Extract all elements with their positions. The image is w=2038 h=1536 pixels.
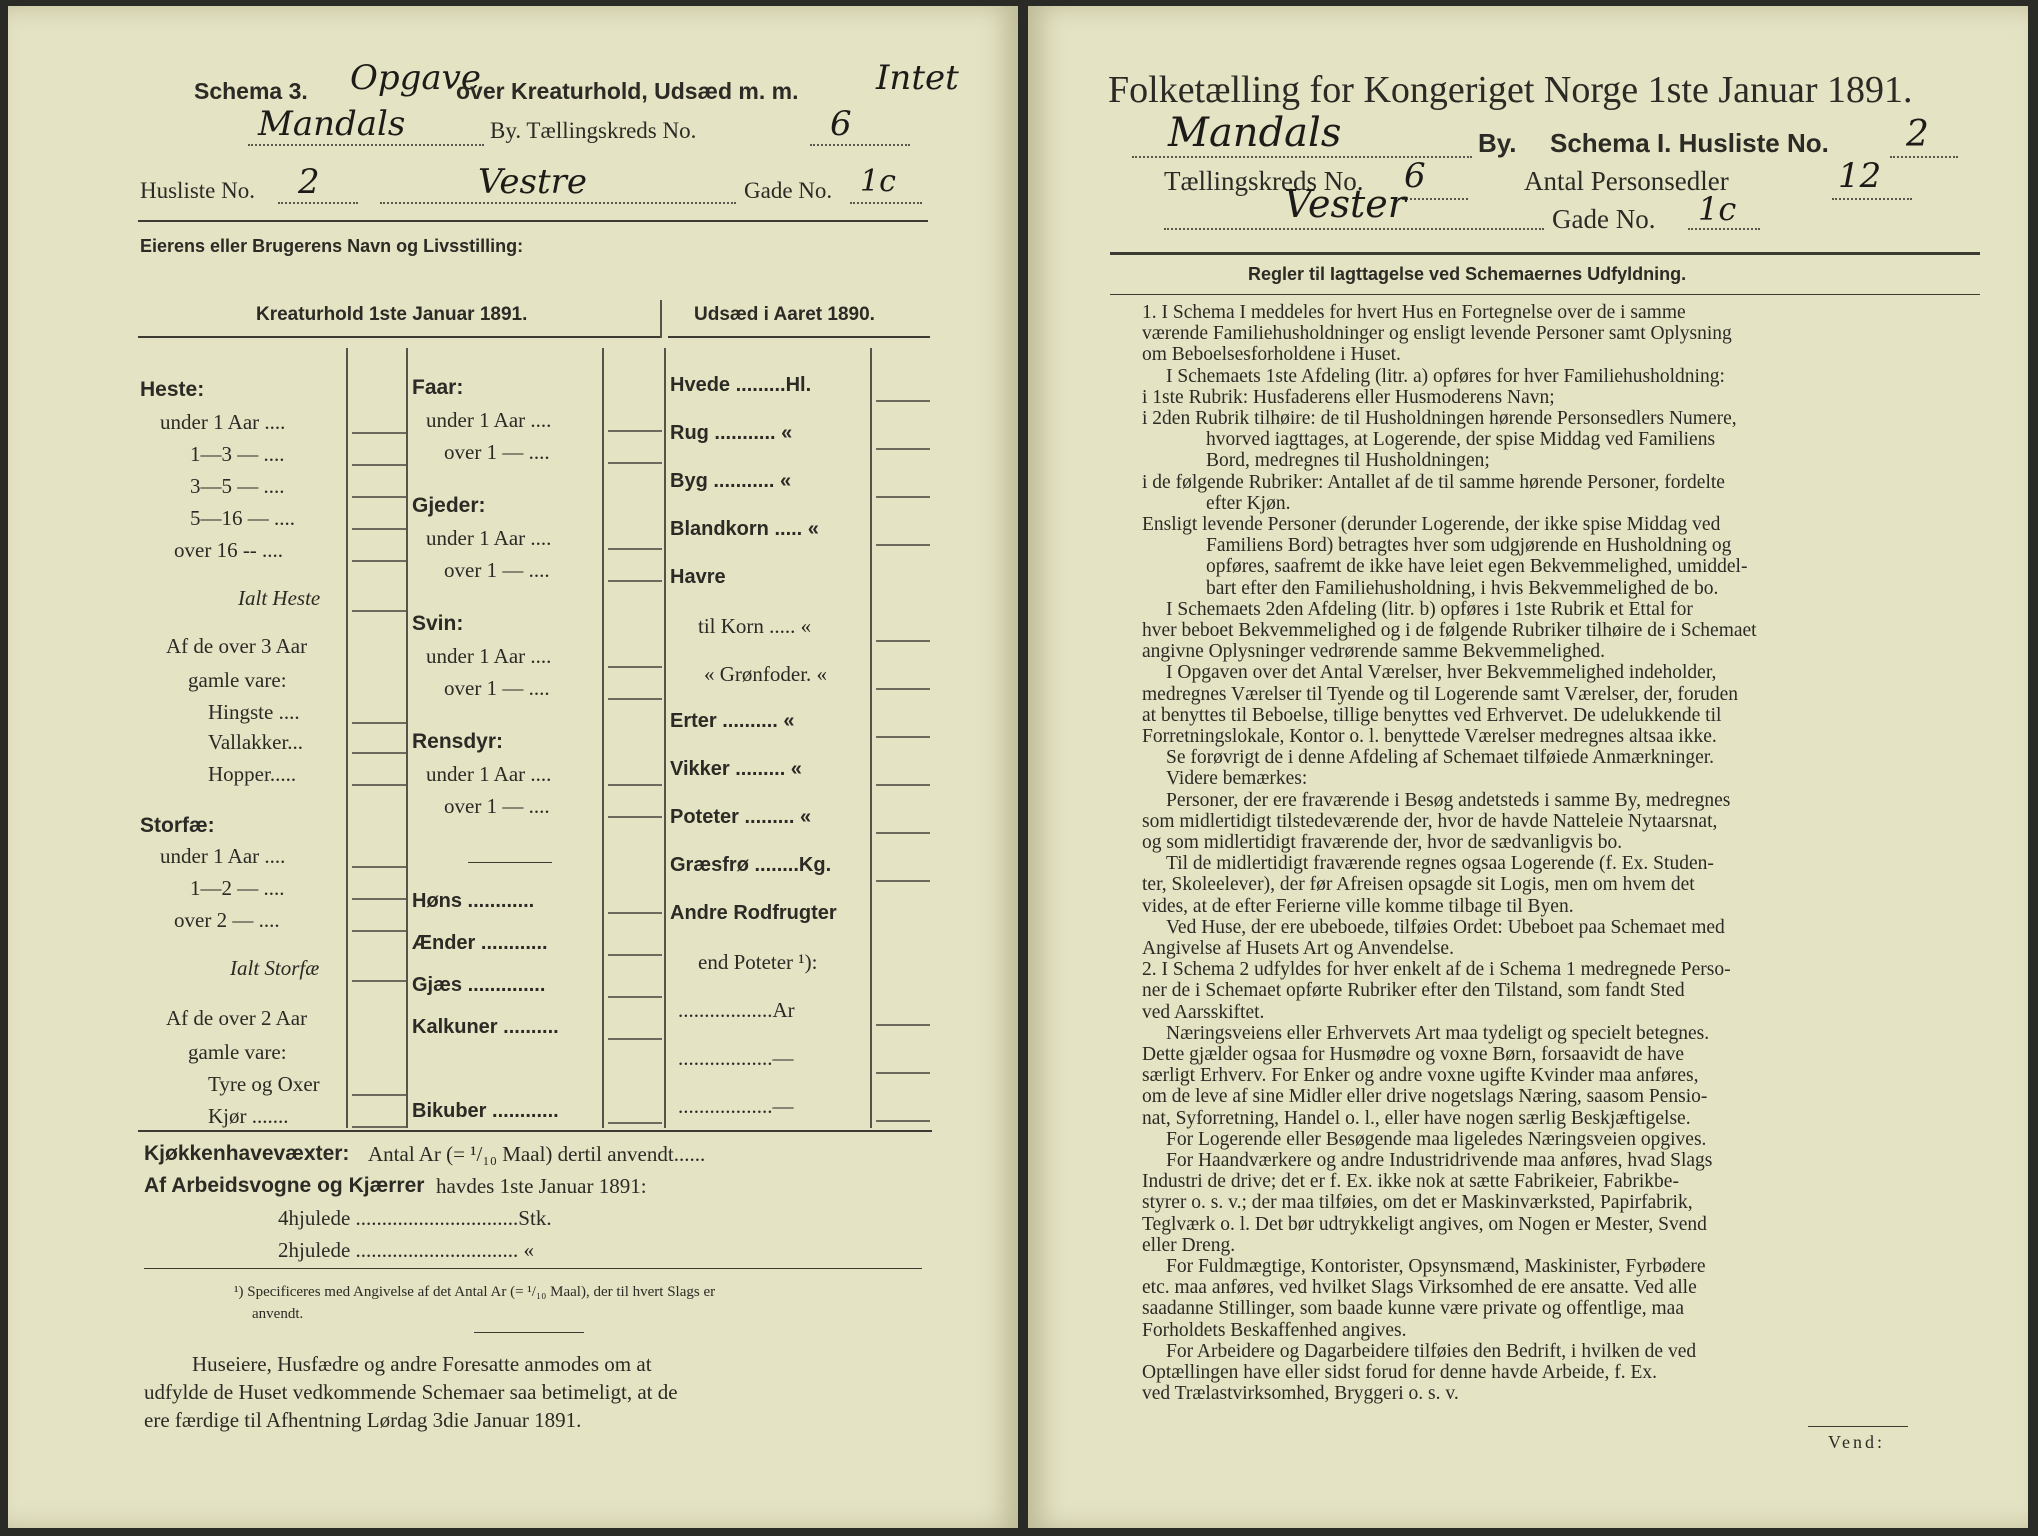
gjeder-row-1: under 1 Aar .... [426, 526, 552, 550]
kjokken-text: Antal Ar (= ¹/₁₀ Maal) dertil anvendt...... [368, 1142, 706, 1166]
rule-line: I Schemaets 2den Afdeling (litr. b) opføres i 1ste Rubrik et Ettal for [1166, 598, 1693, 620]
heste-row-4: 5—16 — .... [190, 506, 295, 530]
rule-line: For Fuldmægtige, Kontorister, Opsynsmænd, Maskinister, Fyrbødere [1166, 1256, 1706, 1277]
heste-row-3: 3—5 — .... [190, 474, 285, 498]
rule-line: For Arbeidere og Dagarbeidere tilføies den Bedrift, i hvilken de ved [1166, 1340, 1697, 1362]
udsaed-blank-row-1: ..................— [678, 1046, 794, 1070]
rule-line: Forretningslokale, Kontor o. l. benyttede Værelser medregnes altsaa ikke. [1142, 726, 1717, 747]
tyre-og-oxer: Tyre og Oxer [208, 1072, 320, 1096]
havre: Havre [670, 566, 726, 588]
storfae-gamle: gamle vare: [188, 1040, 287, 1064]
rule-line: som midlertidigt tilstedeværende der, hvor de havde Natteleie Nytaarsnat, [1142, 810, 1718, 832]
graesfro: Græsfrø ........Kg. [670, 854, 832, 876]
right-gade-label: Gade No. [1552, 204, 1656, 234]
rule-line: angivne Oplysninger vedrørende samme Bekvemmelighed. [1142, 641, 1605, 663]
right-by-label: By. [1478, 128, 1517, 158]
heste-gamle: gamle vare: [188, 668, 287, 692]
storfae-title: Storfæ: [140, 814, 215, 837]
antal-handwritten: 12 [1838, 156, 1882, 196]
footnote-line-1: ¹) Specificeres med Angivelse af det Antal Ar (= ¹/₁₀ Maal), der til hvert Slags er [234, 1284, 716, 1300]
faar-row-2: over 1 — .... [444, 440, 550, 464]
rug: Rug ........... « [670, 422, 793, 444]
rule-line: Se forøvrigt de i denne Afdeling af Schemaet tilføiede Anmærkninger. [1166, 747, 1715, 769]
antal-label: Antal Personsedler [1524, 166, 1729, 196]
ialt-storfae: Ialt Storfæ [230, 956, 320, 980]
fire-hjulede: 4hjulede ...............................Stk. [278, 1206, 552, 1230]
gjaes: Gjæs .............. [412, 974, 546, 996]
right-page [1028, 6, 2028, 1528]
rule-line: i de følgende Rubriker: Antallet af de til samme hørende Personer, fordelte [1142, 471, 1725, 493]
rule-line: I Schemaets 1ste Afdeling (litr. a) opføres for hver Familiehusholdning: [1166, 365, 1725, 387]
to-hjulede: 2hjulede ............................... « [278, 1238, 535, 1262]
rule-line: 1. I Schema I meddeles for hvert Hus en Fortegnelse over de i samme [1142, 302, 1686, 323]
til-korn: til Korn ..... « [698, 614, 812, 638]
rensdyr-title: Rensdyr: [412, 730, 504, 753]
gjeder-title: Gjeder: [412, 494, 486, 517]
rule-line: Familiens Bord) betragtes hver som udgjørende en Husholdning og [1206, 535, 1732, 557]
rule-line: at benyttes til Beboelse, tillige benyttes ved Erhvervet. De udelukkende til [1142, 704, 1722, 726]
ialt-heste: Ialt Heste [238, 586, 321, 610]
rule-line: Dette gjælder ogsaa for Husmødre og voxne Børn, forsaavidt de have [1142, 1044, 1685, 1065]
rule-line: vides, at de efter Ferierne ville komme tilbage til Byen. [1142, 895, 1574, 917]
gade-label: Gade No. [744, 178, 833, 203]
rule-line: Næringsveiens eller Erhvervets Art maa tydeligt og specielt betegnes. [1166, 1022, 1710, 1044]
heste-row-2: 1—3 — .... [190, 442, 285, 466]
rule-line: For Logerende eller Besøgende maa ligeledes Næringsveien opgives. [1166, 1128, 1707, 1150]
bikuber: Bikuber ............ [412, 1100, 559, 1122]
storfae-af-over: Af de over 2 Aar [166, 1006, 308, 1030]
hvede: Hvede .........Hl. [670, 374, 812, 396]
rule-line: ved Aarsskiftet. [1142, 1001, 1265, 1023]
rule-line: Bord, medregnes til Husholdningen; [1206, 450, 1490, 472]
gronfoder: « Grønfoder. « [704, 662, 828, 686]
vallakker: Vallakker... [208, 730, 304, 754]
rensdyr-row-2: over 1 — .... [444, 794, 550, 818]
right-kreds-handwritten: 6 [1404, 156, 1426, 196]
rule-line: Personer, der ere fraværende i Besøg andetsteds i samme By, medregnes [1166, 789, 1731, 811]
rensdyr-row-1: under 1 Aar .... [426, 762, 552, 786]
rule-line: hvorved iagttages, at Logerende, der spise Middag ved Familiens [1206, 429, 1716, 451]
gade-no-handwritten: 1c [860, 164, 896, 199]
husliste-label: Husliste No. [140, 178, 255, 203]
schema-1-label: Schema I. Husliste No. [1550, 128, 1829, 158]
rule-line: Videre bemærkes: [1166, 768, 1308, 790]
storfae-row-2: 1—2 — .... [190, 876, 285, 900]
rule-line: etc. maa anføres, ved hvilket Slags Virksomhed de ere ansatte. Ved alle [1142, 1277, 1697, 1299]
rule-line: saadanne Stillinger, som baade kunne være private og offentlige, maa [1142, 1298, 1684, 1320]
kjor: Kjør ....... [208, 1104, 289, 1128]
svin-title: Svin: [412, 612, 464, 635]
vikker: Vikker ......... « [670, 758, 802, 780]
udsaed-ar-row: ..................Ar [678, 998, 795, 1022]
closing-line-3: ere færdige til Afhentning Lørdag 3die Januar 1891. [144, 1408, 582, 1432]
by-handwritten: Mandals [258, 104, 406, 144]
right-gade-handwritten: Vester [1284, 182, 1406, 226]
rule-line: styrer o. s. v.; der maa tilføies, om det er Maskinværksted, Papirfabrik, [1142, 1192, 1693, 1214]
rule-line: I Opgaven over det Antal Værelser, hver Bekvemmelighed indeholder, [1166, 662, 1717, 684]
rule-line: bart efter den Familiehusholdning, i hvis Bekvemmelighed de bo. [1206, 577, 1719, 599]
rule-line: 2. I Schema 2 udfyldes for hver enkelt af de i Schema 1 medregnede Perso- [1142, 959, 1731, 981]
udsaed-heading: Udsæd i Aaret 1890. [694, 304, 875, 325]
intet-handwritten: Intet [876, 58, 959, 98]
arbeids-label: Af Arbeidsvogne og Kjærrer [144, 1174, 425, 1197]
right-husliste-handwritten: 2 [1906, 114, 1929, 155]
svin-row-1: under 1 Aar .... [426, 644, 552, 668]
faar-row-1: under 1 Aar .... [426, 408, 552, 432]
rule-line: ner de i Schemaet opførte Rubriker efter den Tilstand, som fandt Sted [1142, 980, 1685, 1002]
hingste: Hingste .... [208, 700, 300, 724]
rule-line: medregnes Værelser til Tyende og til Logerende samt Værelser, der, foruden [1142, 683, 1738, 705]
rule-line: Ensligt levende Personer (derunder Logerende, der ikke spise Middag ved [1142, 514, 1721, 535]
rule-line: værende Familiehusholdninger og ensligt levende Personer samt Oplysning [1142, 323, 1732, 345]
svin-row-2: over 1 — .... [444, 676, 550, 700]
arbeids-text: havdes 1ste Januar 1891: [436, 1174, 647, 1198]
footnote-line-2: anvendt. [252, 1306, 304, 1322]
rule-line: ved Trælastvirksomhed, Bryggeri o. s. v. [1142, 1383, 1459, 1405]
rule-line: efter Kjøn. [1206, 492, 1291, 514]
rule-line: nat, Syforretning, Handel o. l., eller have nogen særlig Beskjæftigelse. [1142, 1107, 1691, 1129]
kreatur-heading: Kreaturhold 1ste Januar 1891. [256, 304, 528, 325]
heste-af-over: Af de over 3 Aar [166, 634, 308, 658]
rules-heading: Regler til Iagttagelse ved Schemaernes Udfyldning. [1248, 264, 1687, 284]
heste-row-5: over 16 -- .... [174, 538, 284, 562]
by-label: By. Tællingskreds No. [490, 118, 697, 143]
right-kreds-label: Tællingskreds No. [1164, 166, 1364, 196]
owner-label: Eierens eller Brugerens Navn og Livsstilling: [140, 236, 524, 256]
end-poteter: end Poteter ¹): [698, 950, 818, 974]
kjokken-label: Kjøkkenhavevæxter: [144, 1142, 350, 1165]
left-page [8, 6, 1018, 1528]
right-by-handwritten: Mandals [1168, 110, 1342, 156]
rule-line: For Haandværkere og andre Industridrivende maa anføres, hvad Slags [1166, 1150, 1713, 1171]
vend-label: Vend: [1828, 1432, 1885, 1452]
rule-line: ter, Skoleelever), der før Afreisen opsagde sit Logis, men om hvem det [1142, 874, 1695, 896]
rule-line: Ved Huse, der ere ubeboede, tilføies Ordet: Ubeboet paa Schemaet med [1166, 916, 1725, 938]
rule-line: om Beboelsesforholdene i Huset. [1142, 344, 1401, 366]
closing-line-1: Huseiere, Husfædre og andre Foresatte anmodes om at [192, 1352, 652, 1376]
schema-3-label: Schema 3. [194, 78, 308, 104]
right-gade-no-handwritten: 1c [1698, 190, 1737, 228]
rule-line: eller Dreng. [1142, 1234, 1236, 1256]
rule-line: Forholdets Beskaffenhed angives. [1142, 1319, 1407, 1341]
storfae-row-1: under 1 Aar .... [160, 844, 286, 868]
aender: Ænder ............ [412, 932, 548, 954]
rule-line: Optællingen have eller sidst forud for denne havde Arbeide, f. Ex. [1142, 1362, 1657, 1383]
storfae-row-3: over 2 — .... [174, 908, 280, 932]
blandkorn: Blandkorn ..... « [670, 518, 819, 540]
heste-title: Heste: [140, 378, 205, 401]
husliste-handwritten: 2 [298, 162, 320, 202]
rule-line: og som midlertidigt fraværende der, hvor de sædvanligvis bo. [1142, 832, 1623, 853]
rule-line: om de leve af sine Midler eller drive nogetslags Næring, saasom Pensio- [1142, 1086, 1708, 1108]
udsaed-blank-row-2: ..................— [678, 1094, 794, 1118]
rule-line: hver beboet Bekvemmelighed og i de følgende Rubriker tilhøire de i Schemaet [1142, 620, 1757, 641]
byg: Byg ........... « [670, 470, 792, 492]
rule-line: Industri de drive; det er f. Ex. ikke nok at sætte Fabrikeier, Fabrikbe- [1142, 1171, 1679, 1193]
rule-line: Til de midlertidigt fraværende regnes ogsaa Logerende (f. Ex. Studen- [1166, 853, 1714, 875]
closing-line-2: udfylde de Huset vedkommende Schemaer saa betimeligt, at de [144, 1380, 678, 1404]
census-title: Folketælling for Kongeriget Norge 1ste Januar 1891. [1108, 69, 1913, 111]
erter: Erter .......... « [670, 710, 795, 732]
rule-line: opføres, saafremt de ikke have leiet egen Bekvemmelighed, umiddel- [1206, 556, 1748, 578]
rule-line: Angivelse af Husets Art og Anvendelse. [1142, 938, 1454, 959]
rule-line: særligt Erhverv. For Enker og andre voxne ugifte Kvinder maa anføres, [1142, 1065, 1699, 1087]
rule-line: i 2den Rubrik tilhøire: de til Husholdningen hørende Personsedlers Numere, [1142, 408, 1737, 429]
poteter: Poteter ......... « [670, 806, 812, 828]
hopper: Hopper..... [208, 762, 297, 786]
heste-row-1: under 1 Aar .... [160, 410, 286, 434]
gade-handwritten: Vestre [478, 162, 588, 202]
faar-title: Faar: [412, 376, 464, 399]
gjeder-row-2: over 1 — .... [444, 558, 550, 582]
rule-line: Teglværk o. l. Det bør udtrykkeligt angives, om Nogen er Mester, Svend [1142, 1213, 1707, 1235]
hons: Høns ............ [412, 890, 535, 912]
title-handwritten: Opgave [350, 58, 482, 98]
kalkuner: Kalkuner .......... [412, 1016, 559, 1038]
andre-rodfrugter: Andre Rodfrugter [670, 902, 837, 924]
rule-line: i 1ste Rubrik: Husfaderens eller Husmoderens Navn; [1142, 386, 1555, 408]
kreds-handwritten: 6 [830, 104, 852, 144]
schema-3-title: over Kreaturhold, Udsæd m. m. [456, 78, 799, 104]
